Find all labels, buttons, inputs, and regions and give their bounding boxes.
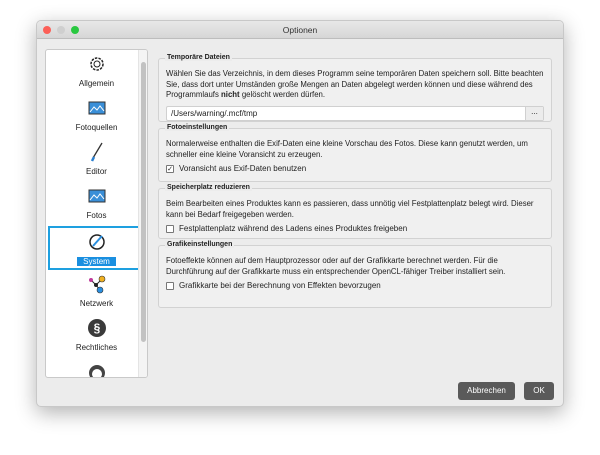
sidebar-item-editor[interactable]: Editor — [46, 138, 147, 182]
group-title: Grafikeinstellungen — [167, 241, 233, 248]
sidebar-item-rechtliches[interactable]: § Rechtliches — [46, 314, 147, 358]
sidebar-scrollbar[interactable] — [138, 50, 147, 377]
support-icon — [46, 361, 147, 378]
group-title: Temporäre Dateien — [167, 54, 230, 61]
group-grafikeinstellungen — [158, 241, 552, 308]
brush-icon — [46, 141, 147, 163]
free-disk-space-checkbox[interactable]: Festplattenplatz während des Ladens eines Produktes freigeben — [166, 224, 544, 233]
sidebar-item-support[interactable] — [46, 358, 147, 378]
group-title: Speicherplatz reduzieren — [167, 184, 250, 191]
minimize-button[interactable] — [57, 26, 65, 34]
svg-text:§: § — [93, 321, 100, 335]
sidebar-item-system[interactable]: System — [48, 226, 145, 270]
group-description: Wählen Sie das Verzeichnis, in dem dieses Programm seine temporären Daten speichern soll. Bitte beachten Sie, dass dort unter Umständen große Mengen an Daten abgelegt werden können und diese während des Programmlaufs nicht gelöscht werden dürfen. — [166, 69, 544, 99]
group-temporaere-dateien — [158, 54, 552, 122]
exif-preview-checkbox[interactable]: ✓ Voransicht aus Exif-Daten benutzen — [167, 164, 307, 173]
checkmark-icon: ✓ — [167, 165, 173, 173]
group-description: Normalerweise enthalten die Exif-Daten eine kleine Vorschau des Fotos. Diese kann genutzt werden, um schneller eine kleine Voransicht zu erzeugen. — [166, 139, 528, 159]
options-window — [36, 20, 564, 407]
scrollbar-thumb[interactable] — [141, 62, 146, 342]
zoom-button[interactable] — [71, 26, 79, 34]
group-speicherplatz — [158, 184, 552, 239]
sidebar-item-netzwerk[interactable]: Netzwerk — [46, 270, 147, 314]
gear-icon — [46, 53, 147, 75]
cancel-button[interactable]: Abbrechen — [458, 382, 515, 400]
sidebar — [45, 49, 148, 378]
photo-icon — [46, 185, 147, 207]
temp-path-field[interactable]: /Users/warning/.mcf/tmp ... — [166, 106, 544, 121]
title-bar — [37, 21, 563, 39]
close-button[interactable] — [43, 26, 51, 34]
gauge-icon — [50, 231, 143, 253]
paragraph-icon — [46, 317, 147, 339]
ok-button[interactable]: OK — [524, 382, 554, 400]
photo-icon — [46, 97, 147, 119]
sidebar-item-fotos[interactable]: Fotos — [46, 182, 147, 226]
group-fotoeinstellungen — [158, 124, 552, 182]
network-icon — [46, 273, 147, 295]
prefer-gpu-checkbox[interactable]: Grafikkarte bei der Berechnung von Effekten bevorzugen — [166, 281, 544, 290]
group-title: Fotoeinstellungen — [167, 124, 228, 131]
sidebar-item-fotoquellen[interactable]: Fotoquellen — [46, 94, 147, 138]
group-description: Fotoeffekte können auf dem Hauptprozessor oder auf der Grafikkarte berechnet werden. Für die Durchführung auf der Grafikkarte muss ein entsprechender OpenCL-fähiger Treiber installiert sein. — [166, 256, 506, 276]
group-description: Beim Bearbeiten eines Produktes kann es passieren, dass unnötig viel Festplattenplatz belegt wird. Dieser kann bei Bedarf freigegeben werden. — [166, 199, 534, 219]
sidebar-item-allgemein[interactable]: Allgemein — [46, 50, 147, 94]
browse-button[interactable]: ... — [525, 107, 543, 120]
window-title: Optionen — [282, 25, 318, 35]
